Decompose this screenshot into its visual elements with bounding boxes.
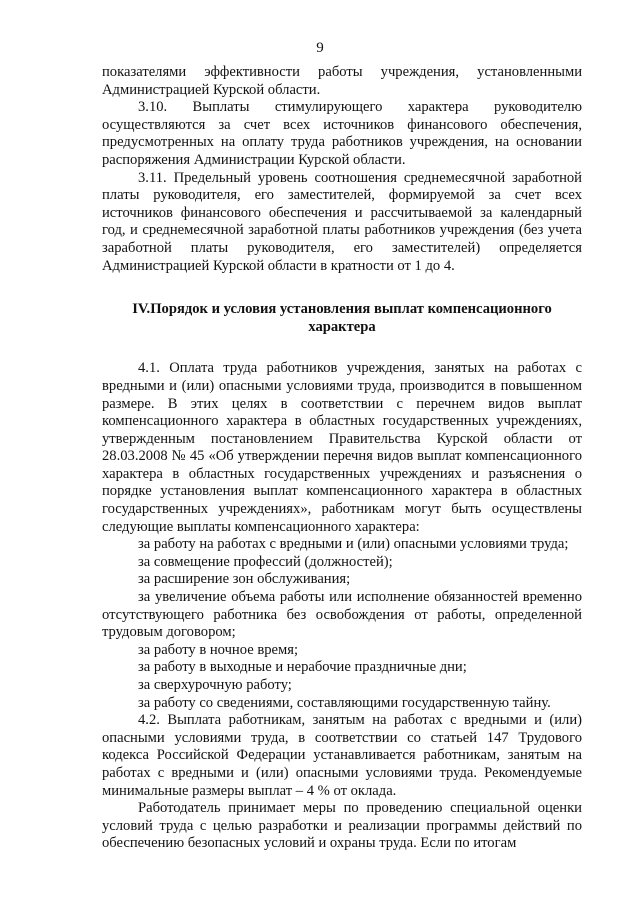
list-item: за работу в выходные и нерабочие праздничные дни; (138, 659, 467, 676)
paragraph-4-1: 4.1. Оплата труда работников учреждения, занятых на работах с вредными и (или) опасными условиями труда, производится в повышенном размере. В этих целях в соответствии с перечнем видов выплат компенсационного характера в областных государственных учреждениях, утвержденным постановлением Правительства Курской области от 28.03.2008 № 45 «Об утверждении перечня видов выплат компенсационного характера в областных государственных учреждениях и разъяснения о порядке установления выплат компенсационного характера в областных государственных учреждениях», работникам могут быть осуществлены следующие выплаты компенсационного характера: (102, 360, 582, 535)
list-item: за увеличение объема работы или исполнение обязанностей временно отсутствующего работника без освобождения от работы, определенной трудовым договором; (102, 589, 582, 641)
list-item: за совмещение профессий (должностей); (138, 553, 393, 570)
paragraph-4-2: 4.2. Выплата работникам, занятым на работах с вредными и (или) опасными условиями труда, в соответствии со статьей 147 Трудового кодекса Российской Федерации устанавливается работникам, занятым на работах с вредными и (или) опасными условиями труда. Рекомендуемые минимальные размеры выплат – 4 % от оклада. (102, 712, 582, 799)
paragraph-continuation: показателями эффективности работы учреждения, установленными Администрацией Курской области. (102, 64, 582, 98)
paragraph-3-11: 3.11. Предельный уровень соотношения среднемесячной заработной платы руководителя, его заместителей, формируемой за счет всех источников финансового обеспечения и рассчитываемой за календарный год, и среднемесячной заработной платы работников учреждения (без учета заработной платы руководителя, его заместителей) определяется Администрацией Курской области в кратности от 1 до 4. (102, 169, 582, 274)
list-item: за работу в ночное время; (138, 641, 299, 658)
list-item: за сверхурочную работу; (138, 677, 292, 693)
list-item: за работу со сведениями, составляющими государственную тайну. (138, 694, 551, 711)
paragraph-employer-measures: Работодатель принимает меры по проведению специальной оценки условий труда с целью разработки и реализации программы действий по обеспечению безопасных условий и охраны труда. Если по итогам (102, 800, 582, 852)
page-number: 9 (316, 40, 324, 56)
paragraph-3-10: 3.10. Выплаты стимулирующего характера руководителю осуществляются за счет всех источников финансового обеспечения, предусмотренных на оплату труда работников учреждения, на основании распоряжения Администрации Курской области. (102, 99, 582, 168)
section-heading: IV.Порядок и условия установления выплат компенсационного характера (132, 301, 552, 335)
document-body (102, 64, 582, 853)
list-item: за расширение зон обслуживания; (138, 571, 351, 588)
compensation-list (102, 536, 582, 712)
list-item: за работу на работах с вредными и (или) опасными условиями труда; (138, 536, 569, 553)
